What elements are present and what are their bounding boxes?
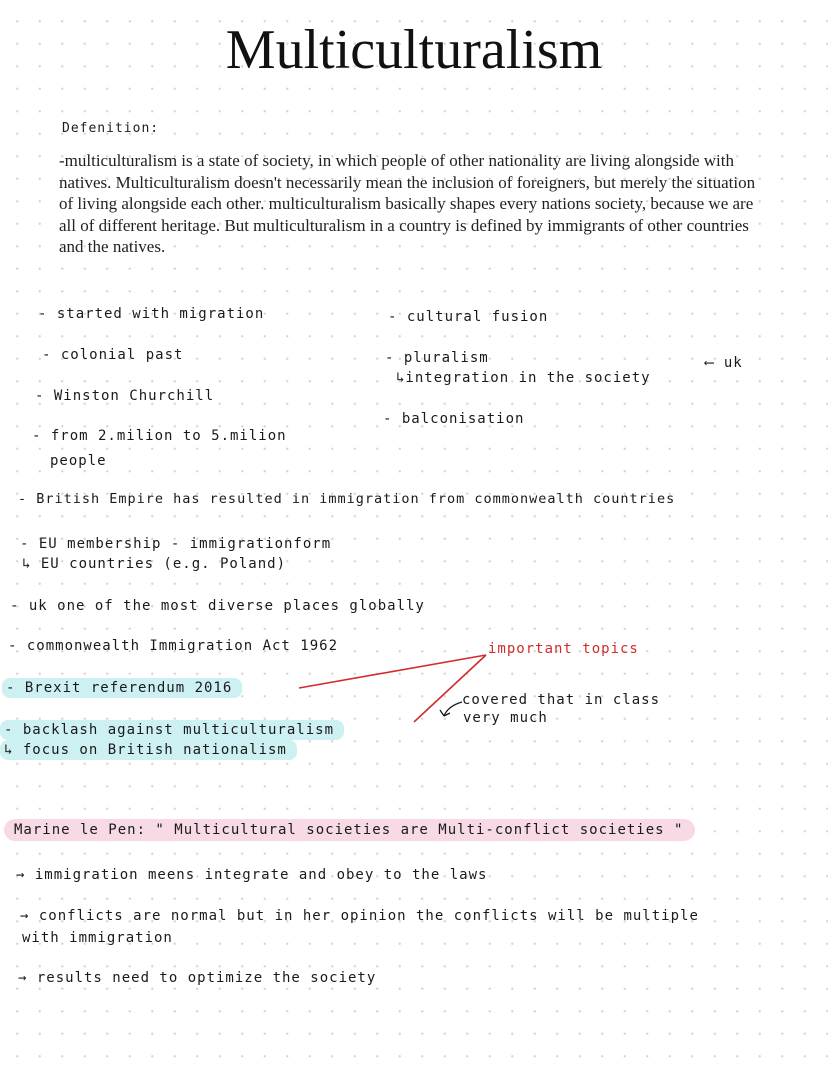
point-eu-countries: ↳ EU countries (e.g. Poland) — [22, 556, 287, 572]
point-immigration-act: - commonwealth Immigration Act 1962 — [8, 638, 339, 654]
point-uk-diverse: - uk one of the most diverse places globally — [10, 598, 425, 614]
point-million-line1: - from 2.milion to 5.milion — [32, 428, 287, 444]
consequence-conflicts-line1: → conflicts are normal but in her opinion the conflicts will be multiple — [20, 908, 699, 924]
uk-arrow-note: ⟵ uk — [705, 355, 743, 371]
definition-text: -multiculturalism is a state of society, in which people of other nationality are living alongside with natives. Multiculturalism doesn't necessarily mean the inclusion of foreigners, but merely the situation of living alongside each other. multiculturalism basically shapes every nations society, because we are all of different heritage. But multiculturalism in a country is defined by immigrants of other countries and the natives. — [59, 151, 756, 256]
consequence-results: → results need to optimize the society — [18, 970, 377, 986]
point-pluralism: - pluralism — [385, 350, 489, 366]
point-cultural-fusion: - cultural fusion — [388, 309, 549, 325]
definition-label: Defenition: — [62, 121, 160, 136]
consequence-immigration-laws: → immigration meens integrate and obey to the laws — [16, 867, 488, 883]
point-balkanisation: - balconisation — [383, 411, 525, 427]
point-backlash: - backlash against multiculturalism — [0, 720, 344, 740]
point-integration: ↳integration in the society — [396, 370, 651, 386]
point-eu-membership: - EU membership - immigrationform — [20, 536, 332, 552]
page-title: Multiculturalism — [225, 19, 603, 81]
point-british-nationalism: ↳ focus on British nationalism — [0, 740, 297, 760]
note-important-topics: important topics — [488, 641, 639, 657]
point-million-line2: people — [50, 453, 107, 469]
note-covered-line1: covered that in class — [462, 692, 661, 708]
point-winston-churchill: - Winston Churchill — [35, 388, 215, 404]
point-colonial-past: - colonial past — [42, 347, 184, 363]
note-covered-line2: very much — [463, 710, 548, 726]
point-started-with-migration: - started with migration — [38, 306, 265, 322]
point-brexit-referendum: - Brexit referendum 2016 — [2, 678, 242, 698]
red-line-to-brexit — [299, 655, 486, 688]
consequence-conflicts-line2: with immigration — [22, 930, 173, 946]
point-british-empire: - British Empire has resulted in immigration from commonwealth countries — [18, 491, 676, 507]
covered-arrow-icon — [440, 702, 462, 716]
quote-marine-le-pen: Marine le Pen: " Multicultural societies are Multi-conflict societies " — [4, 819, 695, 841]
